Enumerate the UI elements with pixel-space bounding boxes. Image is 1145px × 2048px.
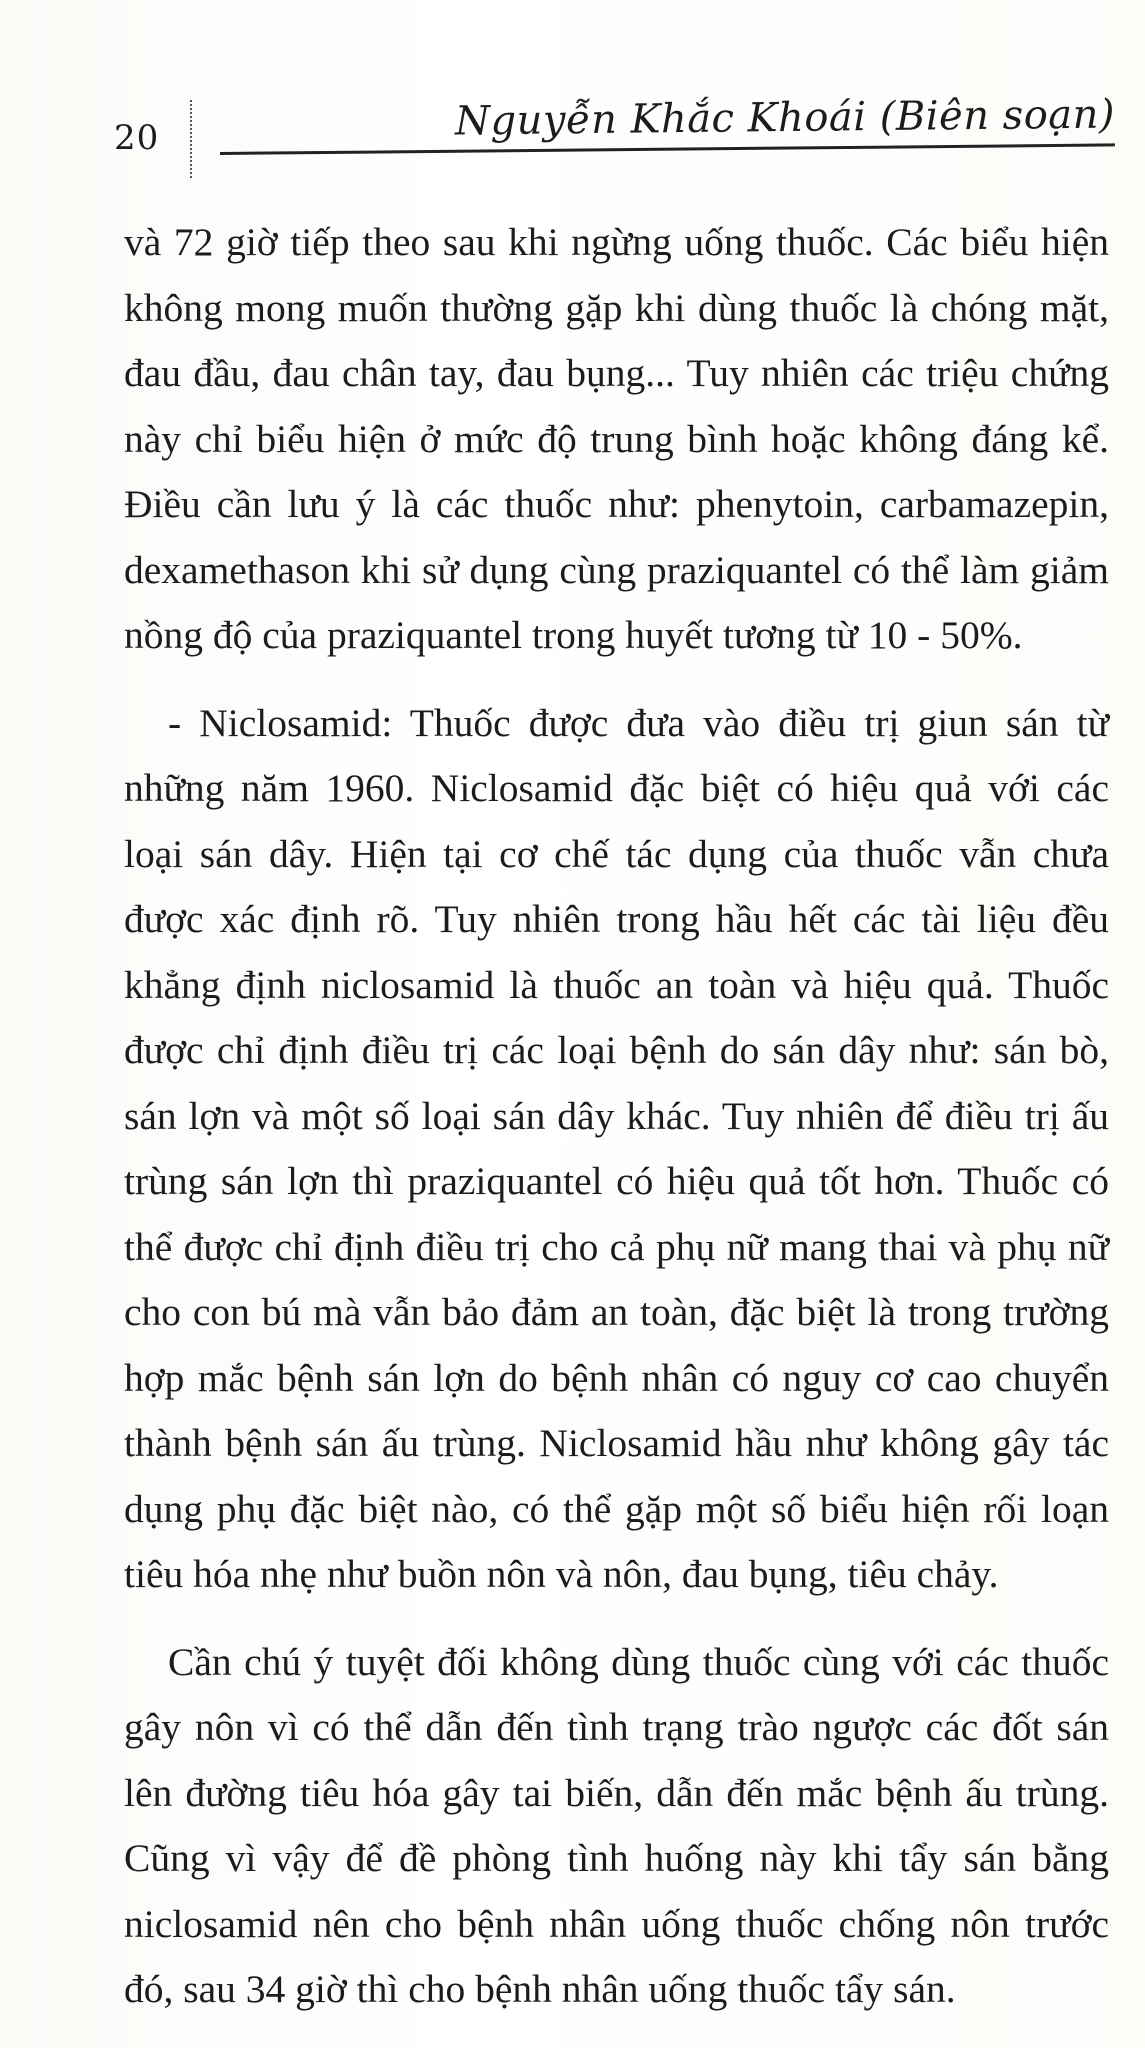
header-rule xyxy=(220,143,1115,155)
paragraph-caution: Cần chú ý tuyệt đối không dùng thuốc cùng với các thuốc gây nôn vì có thể dẫn đến tình trạng trào ngược các đốt sán lên đường tiêu hóa gây tai biến, dẫn đến mắc bệnh ấu trùng. Cũng vì vậy để đề phòng tình huống này khi tẩy sán bằng niclosamid nên cho bệnh nhân uống thuốc chống nôn trước đó, sau 34 giờ thì cho bệnh nhân uống thuốc tẩy sán. xyxy=(124,1639,1109,2011)
body-text xyxy=(124,210,1109,2023)
page-number: 20 xyxy=(114,118,160,158)
paragraph-niclosamid: - Niclosamid: Thuốc được đưa vào điều trị giun sán từ những năm 1960. Niclosamid đặc biệt có hiệu quả với các loại sán dây. Hiện tại cơ chế tác dụng của thuốc vẫn chưa được xác định rõ. Tuy nhiên trong hầu hết các tài liệu đều khẳng định niclosamid là thuốc an toàn và hiệu quả. Thuốc được chỉ định điều trị các loại bệnh do sán dây như: sán bò, sán lợn và một số loại sán dây khác. Tuy nhiên để điều trị ấu trùng sán lợn thì praziquantel có hiệu quả tốt hơn. Thuốc có thể được chỉ định điều trị cho cả phụ nữ mang thai và phụ nữ cho con bú mà vẫn bảo đảm an toàn, đặc biệt là trong trường hợp mắc bệnh sán lợn do bệnh nhân có nguy cơ cao chuyển thành bệnh sán ấu trùng. Niclosamid hầu như không gây tác dụng phụ đặc biệt nào, có thể gặp một số biểu hiện rối loạn tiêu hóa nhẹ như buồn nôn và nôn, đau bụng, tiêu chảy. xyxy=(124,700,1109,1596)
paragraph-continuation: và 72 giờ tiếp theo sau khi ngừng uống thuốc. Các biểu hiện không mong muốn thường gặp khi dùng thuốc là chóng mặt, đau đầu, đau chân tay, đau bụng... Tuy nhiên các triệu chứng này chỉ biểu hiện ở mức độ trung bình hoặc không đáng kể. Điều cần lưu ý là các thuốc như: phenytoin, carbamazepin, dexamethason khi sử dụng cùng praziquantel có thể làm giảm nồng độ của praziquantel trong huyết tương từ 10 - 50%. xyxy=(124,220,1109,657)
page-header xyxy=(0,0,1145,180)
running-head: Nguyễn Khắc Khoái (Biên soạn) xyxy=(454,91,1116,145)
page-number-divider xyxy=(190,100,195,178)
